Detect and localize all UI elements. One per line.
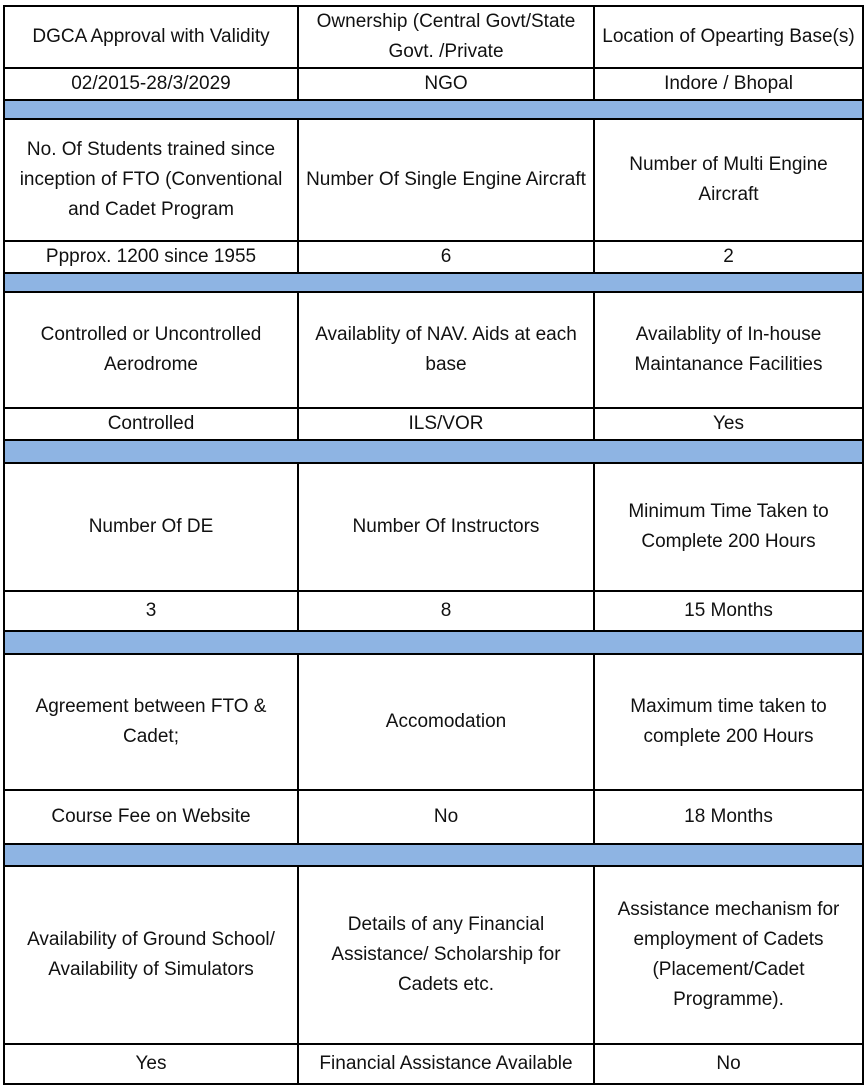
header-row xyxy=(4,866,863,1044)
header-row xyxy=(4,292,863,408)
value-cell-nav-aids: ILS/VOR xyxy=(298,408,594,440)
fto-info-table xyxy=(3,5,864,1085)
header-cell-multi-engine: Number of Multi Engine Aircraft xyxy=(594,119,863,241)
header-row xyxy=(4,654,863,790)
header-cell-students-trained: No. Of Students trained since inception of FTO (Conventional and Cadet Program xyxy=(4,119,298,241)
value-cell-dgca-approval: 02/2015-28/3/2029 xyxy=(4,68,298,100)
value-row xyxy=(4,241,863,273)
header-cell-max-time: Maximum time taken to complete 200 Hours xyxy=(594,654,863,790)
section-separator xyxy=(4,273,863,292)
separator-row xyxy=(4,440,863,463)
value-cell-accommodation: No xyxy=(298,790,594,844)
value-cell-single-engine: 6 xyxy=(298,241,594,273)
header-row xyxy=(4,463,863,591)
separator-row xyxy=(4,273,863,292)
header-cell-dgca-approval: DGCA Approval with Validity xyxy=(4,6,298,68)
header-cell-agreement: Agreement between FTO & Cadet; xyxy=(4,654,298,790)
value-row xyxy=(4,1044,863,1084)
header-cell-financial-assistance: Details of any Financial Assistance/ Scholarship for Cadets etc. xyxy=(298,866,594,1044)
header-row xyxy=(4,119,863,241)
header-cell-instructors: Number Of Instructors xyxy=(298,463,594,591)
value-cell-students-trained: Ppprox. 1200 since 1955 xyxy=(4,241,298,273)
header-cell-ownership: Ownership (Central Govt/State Govt. /Private xyxy=(298,6,594,68)
value-cell-min-time: 15 Months xyxy=(594,591,863,631)
separator-row xyxy=(4,844,863,866)
value-row xyxy=(4,68,863,100)
section-separator xyxy=(4,100,863,119)
value-cell-instructors: 8 xyxy=(298,591,594,631)
header-cell-min-time: Minimum Time Taken to Complete 200 Hours xyxy=(594,463,863,591)
value-cell-ownership: NGO xyxy=(298,68,594,100)
value-row xyxy=(4,408,863,440)
header-cell-accommodation: Accomodation xyxy=(298,654,594,790)
header-cell-single-engine: Number Of Single Engine Aircraft xyxy=(298,119,594,241)
separator-row xyxy=(4,100,863,119)
value-cell-maintenance: Yes xyxy=(594,408,863,440)
value-cell-number-de: 3 xyxy=(4,591,298,631)
value-row xyxy=(4,591,863,631)
value-cell-ground-school: Yes xyxy=(4,1044,298,1084)
value-cell-aerodrome: Controlled xyxy=(4,408,298,440)
header-cell-aerodrome: Controlled or Uncontrolled Aerodrome xyxy=(4,292,298,408)
header-cell-operating-base: Location of Opearting Base(s) xyxy=(594,6,863,68)
value-cell-financial-assistance: Financial Assistance Available xyxy=(298,1044,594,1084)
value-cell-operating-base: Indore / Bhopal xyxy=(594,68,863,100)
value-cell-agreement: Course Fee on Website xyxy=(4,790,298,844)
header-cell-nav-aids: Availablity of NAV. Aids at each base xyxy=(298,292,594,408)
value-row xyxy=(4,790,863,844)
section-separator xyxy=(4,844,863,866)
header-cell-maintenance: Availablity of In-house Maintanance Facilities xyxy=(594,292,863,408)
header-cell-employment-assistance: Assistance mechanism for employment of Cadets (Placement/Cadet Programme). xyxy=(594,866,863,1044)
value-cell-employment-assistance: No xyxy=(594,1044,863,1084)
header-cell-number-de: Number Of DE xyxy=(4,463,298,591)
section-separator xyxy=(4,631,863,654)
header-cell-ground-school: Availability of Ground School/ Availability of Simulators xyxy=(4,866,298,1044)
value-cell-multi-engine: 2 xyxy=(594,241,863,273)
value-cell-max-time: 18 Months xyxy=(594,790,863,844)
header-row xyxy=(4,6,863,68)
separator-row xyxy=(4,631,863,654)
section-separator xyxy=(4,440,863,463)
